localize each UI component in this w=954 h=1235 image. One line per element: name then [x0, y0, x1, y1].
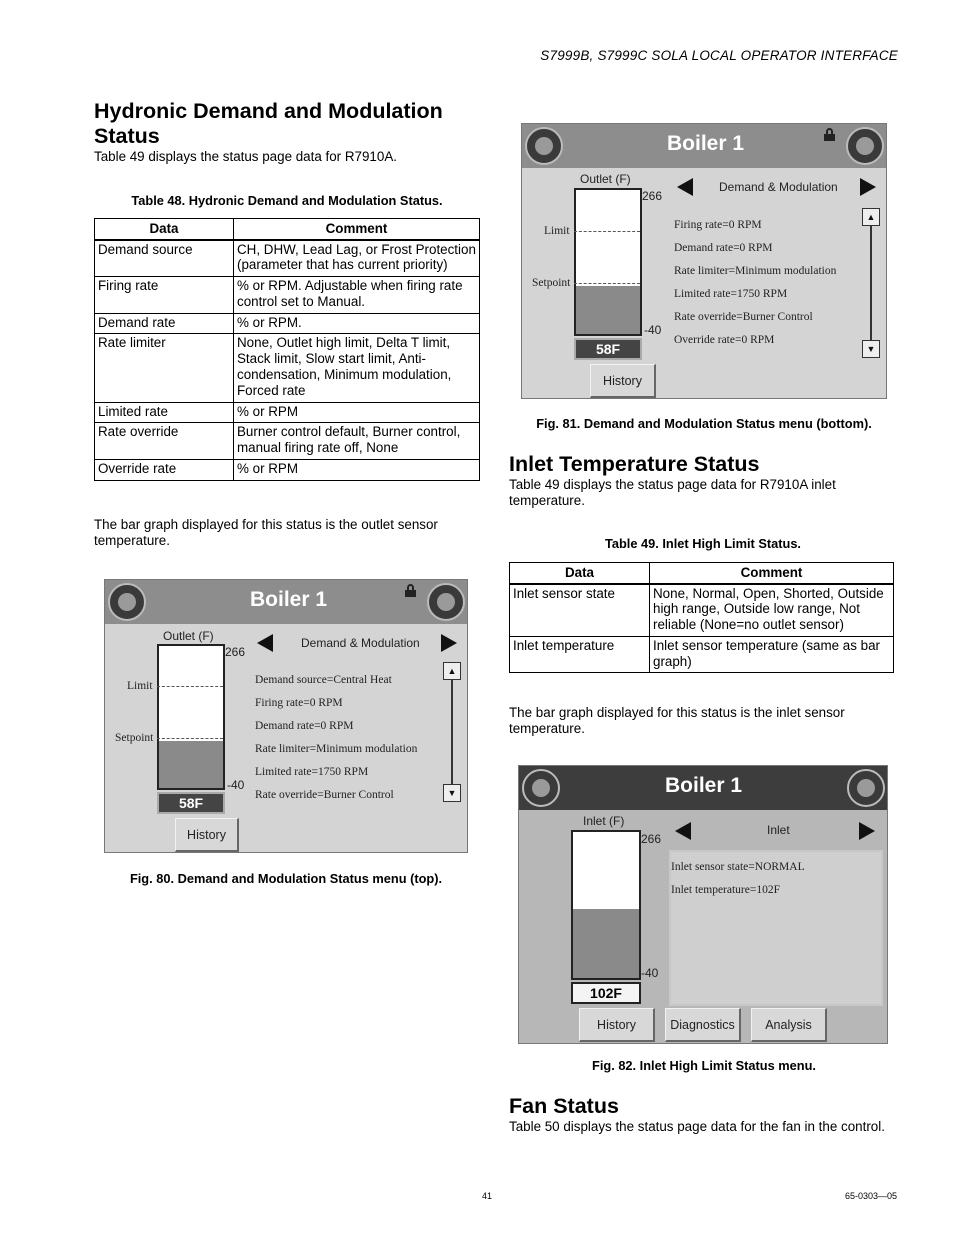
- comment-cell: Burner control default, Burner control, manual firing rate off, None: [234, 423, 480, 460]
- section-inlet-temperature: [509, 452, 897, 509]
- limit-line: [574, 231, 640, 232]
- scale-min: -40: [644, 323, 662, 337]
- screen-demand-modulation-top: [104, 579, 468, 853]
- scale-max: 266: [641, 832, 662, 846]
- scrollbar[interactable]: [443, 662, 461, 802]
- limit-label: Limit: [544, 225, 570, 237]
- status-line: Rate override=Burner Control: [674, 311, 813, 323]
- bar-label: Inlet (F): [583, 814, 625, 828]
- prev-page-arrow[interactable]: [677, 178, 693, 196]
- comment-cell: % or RPM: [234, 402, 480, 423]
- status-line: Demand rate=0 RPM: [255, 720, 354, 732]
- lock-icon: [405, 584, 416, 597]
- back-button[interactable]: [427, 583, 465, 621]
- table-row: [95, 402, 480, 423]
- status-line: Rate limiter=Minimum modulation: [674, 265, 837, 277]
- comment-cell: % or RPM. Adjustable when firing rate control set to Manual.: [234, 277, 480, 314]
- home-button[interactable]: [522, 769, 560, 807]
- setpoint-line: [574, 283, 640, 284]
- status-line: Rate limiter=Minimum modulation: [255, 743, 418, 755]
- screen-title: Boiler 1: [250, 588, 328, 611]
- section-intro: Table 49 displays the status page data for R7910A.: [94, 149, 397, 164]
- next-page-arrow[interactable]: [441, 634, 457, 652]
- scale-min: -40: [641, 966, 659, 980]
- status-line: Inlet sensor state=NORMAL: [671, 861, 805, 873]
- section-fan-status: [509, 1094, 897, 1135]
- table-row: [95, 240, 480, 277]
- comment-cell: % or RPM.: [234, 313, 480, 334]
- back-icon: [857, 779, 875, 797]
- running-header: S7999B, S7999C SOLA LOCAL OPERATOR INTERFACE: [540, 48, 898, 63]
- table-row: [510, 584, 894, 637]
- back-button[interactable]: [847, 769, 885, 807]
- page-title: Demand & Modulation: [301, 636, 420, 650]
- temperature-readout: 58F: [574, 338, 642, 360]
- next-page-arrow[interactable]: [860, 178, 876, 196]
- status-line: Firing rate=0 RPM: [674, 219, 762, 231]
- scale-max: 266: [642, 189, 663, 203]
- figure-caption: Fig. 80. Demand and Modulation Status menu (top).: [129, 871, 443, 886]
- figure-caption: Fig. 82. Inlet High Limit Status menu.: [592, 1058, 816, 1073]
- prev-page-arrow[interactable]: [675, 822, 691, 840]
- next-page-arrow[interactable]: [859, 822, 875, 840]
- section-intro: Table 49 displays the status page data for R7910A inlet temperature.: [509, 477, 836, 508]
- temperature-bar: [571, 830, 641, 980]
- status-line: Rate override=Burner Control: [255, 789, 394, 801]
- scale-min: -40: [227, 778, 245, 792]
- home-button[interactable]: [525, 127, 563, 165]
- setpoint-label: Setpoint: [115, 732, 154, 744]
- column-header: Data: [510, 563, 650, 584]
- limit-label: Limit: [127, 680, 153, 692]
- lock-icon: [824, 128, 835, 141]
- table-caption: Table 48. Hydronic Demand and Modulation Status.: [131, 193, 443, 208]
- home-icon: [535, 137, 553, 155]
- status-line: Demand source=Central Heat: [255, 674, 392, 686]
- comment-cell: None, Normal, Open, Shorted, Outside high range, Outside low range, Not reliable (None=no outlet sensor): [650, 584, 894, 637]
- table-row: [95, 334, 480, 402]
- section-heading: Fan Status: [509, 1094, 619, 1118]
- status-line: Demand rate=0 RPM: [674, 242, 773, 254]
- table-row: [95, 423, 480, 460]
- section-hydronic-demand: [94, 99, 480, 165]
- screen-title: Boiler 1: [665, 774, 743, 797]
- section-heading: Hydronic Demand and Modulation Status: [94, 99, 443, 148]
- scroll-up-icon[interactable]: ▲: [862, 208, 880, 226]
- table-row: [95, 460, 480, 481]
- status-panel: [669, 850, 883, 1006]
- home-button[interactable]: [108, 583, 146, 621]
- section-intro: Table 50 displays the status page data for the fan in the control.: [509, 1119, 885, 1134]
- back-icon: [856, 137, 874, 155]
- scroll-up-icon[interactable]: ▲: [443, 662, 461, 680]
- data-cell: Inlet temperature: [510, 636, 650, 673]
- scroll-down-icon[interactable]: ▼: [862, 340, 880, 358]
- setpoint-label: Setpoint: [532, 277, 571, 289]
- limit-line: [157, 686, 223, 687]
- history-button[interactable]: History: [175, 818, 239, 852]
- temperature-fill: [159, 741, 223, 788]
- bar-label: Outlet (F): [580, 172, 631, 186]
- back-button[interactable]: [846, 127, 884, 165]
- table-inlet-status: [509, 562, 894, 673]
- status-line: Inlet temperature=102F: [671, 884, 780, 896]
- history-button[interactable]: History: [590, 364, 656, 398]
- comment-cell: % or RPM: [234, 460, 480, 481]
- temperature-fill: [576, 286, 640, 334]
- comment-cell: Inlet sensor temperature (same as bar graph): [650, 636, 894, 673]
- page-title: Inlet: [767, 823, 790, 837]
- bar-graph-note: The bar graph displayed for this status is the inlet sensor temperature.: [509, 705, 845, 736]
- data-cell: Inlet sensor state: [510, 584, 650, 637]
- temperature-readout: 58F: [157, 792, 225, 814]
- scrollbar[interactable]: [862, 208, 880, 358]
- setpoint-line: [157, 738, 223, 739]
- data-cell: Override rate: [95, 460, 234, 481]
- section-heading: Inlet Temperature Status: [509, 452, 760, 476]
- table-row: [95, 277, 480, 314]
- analysis-button[interactable]: Analysis: [751, 1008, 827, 1042]
- figure-caption: Fig. 81. Demand and Modulation Status menu (bottom).: [536, 416, 872, 431]
- scale-max: 266: [225, 645, 246, 659]
- table-hydronic-status: [94, 218, 480, 481]
- table-row: [95, 313, 480, 334]
- comment-cell: None, Outlet high limit, Delta T limit, Stack limit, Slow start limit, Anti-condensation, Minimum modulation, Forced rate: [234, 334, 480, 402]
- back-icon: [437, 593, 455, 611]
- data-cell: Rate limiter: [95, 334, 234, 402]
- page-number: 41: [482, 1191, 493, 1201]
- screen-title: Boiler 1: [667, 132, 745, 155]
- document-number: 65-0303—05: [844, 1191, 897, 1201]
- column-header: Comment: [234, 219, 480, 240]
- temperature-readout: 102F: [571, 982, 641, 1004]
- screen-demand-modulation-bottom: [521, 123, 887, 399]
- comment-cell: CH, DHW, Lead Lag, or Frost Protection (parameter that has current priority): [234, 240, 480, 277]
- bar-graph-note: The bar graph displayed for this status is the outlet sensor temperature.: [94, 517, 438, 548]
- data-cell: Demand rate: [95, 313, 234, 334]
- column-header: Comment: [650, 563, 894, 584]
- home-icon: [532, 779, 550, 797]
- data-cell: Firing rate: [95, 277, 234, 314]
- page-title: Demand & Modulation: [719, 180, 838, 194]
- status-line: Override rate=0 RPM: [674, 334, 775, 346]
- home-icon: [118, 593, 136, 611]
- column-header: Data: [95, 219, 234, 240]
- scroll-down-icon[interactable]: ▼: [443, 784, 461, 802]
- bar-label: Outlet (F): [163, 629, 214, 643]
- temperature-bar: [574, 188, 642, 336]
- history-button[interactable]: History: [579, 1008, 655, 1042]
- diagnostics-button[interactable]: Diagnostics: [665, 1008, 741, 1042]
- screen-inlet-high-limit: [518, 765, 888, 1044]
- data-cell: Demand source: [95, 240, 234, 277]
- temperature-fill: [573, 909, 639, 978]
- prev-page-arrow[interactable]: [257, 634, 273, 652]
- data-cell: Limited rate: [95, 402, 234, 423]
- status-line: Limited rate=1750 RPM: [674, 288, 788, 300]
- temperature-bar: [157, 644, 225, 790]
- status-line: Firing rate=0 RPM: [255, 697, 343, 709]
- data-cell: Rate override: [95, 423, 234, 460]
- table-row: [510, 636, 894, 673]
- status-line: Limited rate=1750 RPM: [255, 766, 369, 778]
- table-caption: Table 49. Inlet High Limit Status.: [604, 536, 801, 551]
